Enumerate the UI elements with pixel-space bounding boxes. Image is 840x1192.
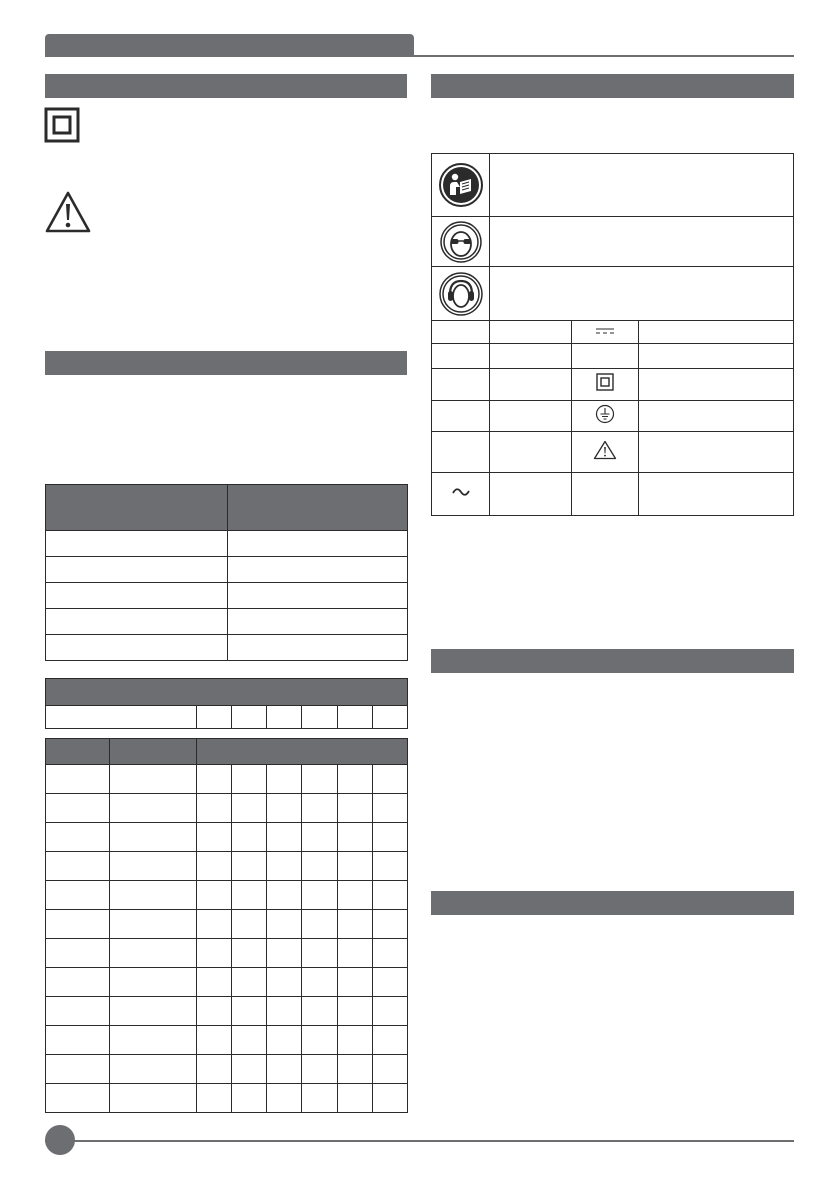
table-cell: [337, 823, 372, 852]
table-cell: [372, 881, 407, 910]
table-cell: [337, 765, 372, 794]
table-cell: [46, 823, 110, 852]
alternating-current-icon: [451, 486, 471, 498]
table-cell: [197, 881, 232, 910]
table-cell: [302, 1055, 337, 1084]
table-cell: [110, 1084, 197, 1113]
table-cell: [302, 765, 337, 794]
warning-triangle-icon: [44, 190, 92, 234]
table-cell: [46, 1055, 110, 1084]
table-cell: [46, 557, 228, 583]
table-cell: [46, 852, 110, 881]
table-cell: [46, 794, 110, 823]
table-cell: [46, 635, 228, 661]
table-cell: [372, 1026, 407, 1055]
table-cell: [302, 852, 337, 881]
table-cell: [232, 706, 267, 729]
table-cell: [267, 881, 302, 910]
table-cell: [46, 765, 110, 794]
spec-header-cell: [228, 485, 408, 531]
table-cell: [302, 968, 337, 997]
table-cell: [46, 910, 110, 939]
table-cell: [267, 765, 302, 794]
table-cell: [302, 1084, 337, 1113]
table-cell: [197, 1055, 232, 1084]
table-cell: [267, 1026, 302, 1055]
symbol-cell: [490, 321, 572, 344]
symbol-cell: [572, 401, 639, 432]
table-cell: [232, 997, 267, 1026]
table-cell: [232, 939, 267, 968]
symbol-cell: [432, 473, 490, 516]
table-cell: [302, 823, 337, 852]
table-cell: [232, 852, 267, 881]
table-cell: [232, 881, 267, 910]
table-cell: [302, 1026, 337, 1055]
table-cell: [372, 910, 407, 939]
table-cell: [267, 1084, 302, 1113]
symbol-cell: [639, 321, 794, 344]
table-cell: [267, 1055, 302, 1084]
table-cell: [197, 997, 232, 1026]
table-cell: [46, 706, 197, 729]
double-insulation-icon: [596, 373, 614, 391]
eye-protection-icon: [440, 221, 482, 263]
symbol-cell: [432, 321, 490, 344]
table-cell: [46, 881, 110, 910]
direct-current-icon: [595, 326, 615, 336]
table-cell: [267, 852, 302, 881]
table-cell: [337, 706, 372, 729]
table-cell: [197, 1026, 232, 1055]
table-cell: [197, 706, 232, 729]
table-cell: [232, 1026, 267, 1055]
table-cell: [302, 939, 337, 968]
symbol-cell: [490, 432, 572, 473]
symbol-cell: [432, 217, 490, 267]
table-cell: [337, 1026, 372, 1055]
table-cell: [110, 1026, 197, 1055]
table-cell: [228, 583, 408, 609]
symbol-cell: [639, 473, 794, 516]
table-cell: [197, 794, 232, 823]
table-cell: [228, 609, 408, 635]
symbol-cell: [639, 369, 794, 401]
table-cell: [337, 852, 372, 881]
symbol-cell: [639, 401, 794, 432]
symbol-cell: [639, 432, 794, 473]
header-rule: [45, 55, 794, 57]
symbol-cell: [572, 321, 639, 344]
table-cell: [110, 823, 197, 852]
right-section-2-header: [431, 649, 794, 673]
table-cell: [337, 1055, 372, 1084]
table-cell: [337, 997, 372, 1026]
symbol-cell: [572, 473, 639, 516]
settings-header-cell: [46, 679, 408, 706]
table-cell: [372, 823, 407, 852]
symbol-cell: [432, 154, 490, 217]
matrix-header-cell: [46, 739, 110, 765]
table-cell: [232, 765, 267, 794]
table-cell: [302, 706, 337, 729]
table-cell: [267, 997, 302, 1026]
ear-protection-icon: [439, 272, 483, 316]
symbol-cell: [432, 369, 490, 401]
table-cell: [337, 794, 372, 823]
symbol-cell: [490, 473, 572, 516]
right-section-3-header: [431, 891, 794, 915]
table-cell: [46, 609, 228, 635]
symbol-cell: [572, 344, 639, 369]
table-cell: [46, 1026, 110, 1055]
matrix-header-cell: [110, 739, 197, 765]
table-cell: [302, 794, 337, 823]
symbol-cell: [490, 401, 572, 432]
right-section-1-header: [431, 74, 794, 98]
table-cell: [46, 968, 110, 997]
settings-table: [45, 678, 408, 729]
symbol-cell: [432, 401, 490, 432]
table-cell: [372, 968, 407, 997]
table-cell: [337, 968, 372, 997]
table-cell: [197, 765, 232, 794]
table-cell: [110, 910, 197, 939]
symbol-description: [490, 154, 794, 217]
table-cell: [372, 997, 407, 1026]
warning-triangle-icon: [593, 440, 617, 460]
table-cell: [110, 765, 197, 794]
table-cell: [372, 1084, 407, 1113]
table-cell: [337, 1084, 372, 1113]
table-cell: [372, 765, 407, 794]
symbol-cell: [432, 432, 490, 473]
symbol-cell: [490, 369, 572, 401]
table-cell: [110, 1055, 197, 1084]
table-cell: [267, 794, 302, 823]
symbol-cell: [572, 432, 639, 473]
table-cell: [302, 910, 337, 939]
specifications-table: [45, 484, 408, 661]
table-cell: [302, 881, 337, 910]
table-cell: [110, 968, 197, 997]
table-cell: [337, 881, 372, 910]
table-cell: [232, 910, 267, 939]
table-cell: [267, 939, 302, 968]
table-cell: [302, 997, 337, 1026]
symbol-cell: [490, 344, 572, 369]
table-cell: [110, 794, 197, 823]
table-cell: [337, 910, 372, 939]
symbols-table: [431, 153, 794, 516]
table-cell: [46, 583, 228, 609]
table-cell: [46, 531, 228, 557]
table-cell: [110, 997, 197, 1026]
table-cell: [110, 852, 197, 881]
footer-rule: [45, 1140, 794, 1142]
symbol-cell: [432, 267, 490, 321]
symbol-cell: [432, 344, 490, 369]
table-cell: [46, 1084, 110, 1113]
table-cell: [228, 635, 408, 661]
read-manual-icon: [438, 162, 484, 208]
table-cell: [267, 968, 302, 997]
table-cell: [232, 1055, 267, 1084]
table-cell: [232, 794, 267, 823]
table-cell: [267, 706, 302, 729]
table-cell: [110, 939, 197, 968]
symbol-description: [490, 217, 794, 267]
table-cell: [232, 823, 267, 852]
table-cell: [228, 557, 408, 583]
double-insulation-icon: [44, 107, 80, 143]
table-cell: [372, 852, 407, 881]
symbol-description: [490, 267, 794, 321]
table-cell: [372, 939, 407, 968]
table-cell: [267, 910, 302, 939]
table-cell: [197, 823, 232, 852]
table-cell: [337, 939, 372, 968]
table-cell: [372, 706, 407, 729]
table-cell: [232, 1084, 267, 1113]
page-number-badge: [45, 1125, 75, 1155]
table-cell: [372, 1055, 407, 1084]
table-cell: [197, 1084, 232, 1113]
table-cell: [232, 968, 267, 997]
table-cell: [197, 968, 232, 997]
symbol-cell: [572, 369, 639, 401]
table-cell: [267, 823, 302, 852]
table-cell: [228, 531, 408, 557]
material-table: [45, 738, 408, 1113]
left-section-1-header: [45, 74, 407, 98]
table-cell: [372, 794, 407, 823]
table-cell: [110, 881, 197, 910]
spec-header-cell: [46, 485, 228, 531]
symbol-cell: [639, 344, 794, 369]
table-cell: [197, 939, 232, 968]
table-cell: [197, 910, 232, 939]
table-cell: [46, 939, 110, 968]
earth-ground-icon: [595, 404, 615, 424]
table-cell: [46, 997, 110, 1026]
table-cell: [197, 852, 232, 881]
header-tab: [45, 34, 414, 56]
left-section-2-header: [45, 351, 407, 375]
matrix-header-cell: [197, 739, 408, 765]
